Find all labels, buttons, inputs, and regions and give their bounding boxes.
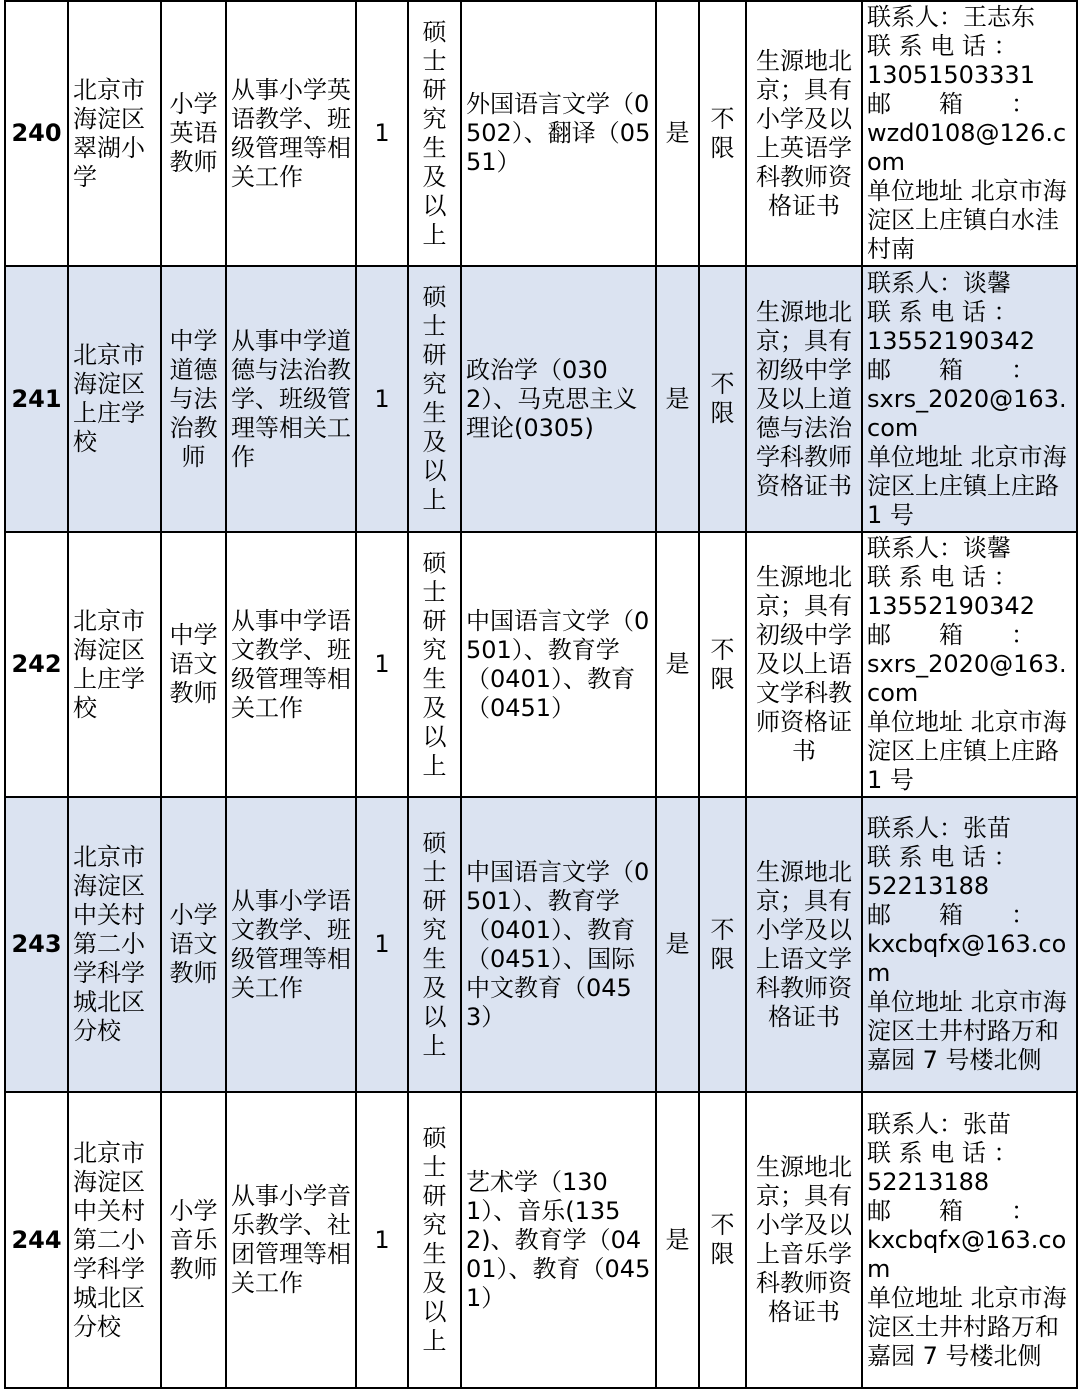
- age-cell: 不限: [699, 797, 746, 1092]
- age-cell: 不限: [699, 1092, 746, 1388]
- unit-cell: 北京市海淀区中关村第二小学科学城北区分校: [68, 797, 161, 1092]
- phone-number: 52213188: [867, 872, 990, 900]
- recruitment-table: [4, 0, 1078, 1389]
- post-cell: 中学语文教师: [161, 532, 226, 797]
- contact-person: 联系人：王志东: [867, 3, 1035, 31]
- phone-label: 联 系 电 话 ：: [867, 297, 1018, 326]
- contact-person: 联系人：张苗: [867, 1109, 1011, 1138]
- unit-cell: 北京市海淀区翠湖小学: [68, 1, 161, 266]
- count-cell: 1: [356, 532, 408, 797]
- conditions-cell: 生源地北京；具有小学及以上语文学科教师资格证书: [746, 797, 862, 1092]
- conditions-cell: 生源地北京；具有初级中学及以上道德与法治学科教师资格证书: [746, 266, 862, 532]
- count-cell: 1: [356, 1, 408, 266]
- email-label: 邮 箱 ：: [867, 901, 1035, 929]
- education-cell: 硕士研究生及以上: [408, 797, 461, 1092]
- duty-cell: 从事中学道德与法治教学、班级管理等相关工作: [226, 266, 356, 532]
- phone-number: 13051503331: [867, 61, 1035, 89]
- email-address: sxrs_2020@163.com: [867, 650, 1067, 707]
- major-cell: 艺术学（1301）、音乐(1352)、教育学（0401）、教育（0451）: [461, 1092, 656, 1388]
- degree-cell: 是: [656, 797, 699, 1092]
- major-cell: 政治学（0302）、马克思主义理论(0305): [461, 266, 656, 532]
- email-label: 邮 箱 ：: [867, 355, 1035, 384]
- education-cell: 硕士研究生及以上: [408, 1, 461, 266]
- phone-number: 52213188: [867, 1167, 990, 1196]
- email-address: kxcbqfx@163.com: [867, 1225, 1067, 1283]
- email-label: 邮 箱 ：: [867, 90, 1035, 118]
- table-row: [5, 1, 1077, 266]
- email-label: 邮 箱 ：: [867, 621, 1035, 649]
- count-cell: 1: [356, 797, 408, 1092]
- duty-cell: 从事小学语文教学、班级管理等相关工作: [226, 797, 356, 1092]
- row-number: 243: [5, 797, 68, 1092]
- unit-cell: 北京市海淀区上庄学校: [68, 532, 161, 797]
- phone-number: 13552190342: [867, 592, 1035, 620]
- count-cell: 1: [356, 1092, 408, 1388]
- degree-cell: 是: [656, 266, 699, 532]
- major-cell: 外国语言文学（0502）、翻译（0551）: [461, 1, 656, 266]
- unit-cell: 北京市海淀区上庄学校: [68, 266, 161, 532]
- email-label: 邮 箱 ：: [867, 1196, 1035, 1225]
- major-cell: 中国语言文学（0501）、教育学（0401）、教育（0451）、国际中文教育（0453）: [461, 797, 656, 1092]
- phone-label: 联 系 电 话 ：: [867, 32, 1018, 60]
- conditions-cell: 生源地北京；具有小学及以上音乐学科教师资格证书: [746, 1092, 862, 1388]
- table-row: [5, 532, 1077, 797]
- conditions-cell: 生源地北京；具有小学及以上英语学科教师资格证书: [746, 1, 862, 266]
- degree-cell: 是: [656, 532, 699, 797]
- count-cell: 1: [356, 266, 408, 532]
- contact-person: 联系人：谈馨: [867, 534, 1011, 562]
- degree-cell: 是: [656, 1092, 699, 1388]
- phone-label: 联 系 电 话 ：: [867, 843, 1018, 871]
- degree-cell: 是: [656, 1, 699, 266]
- education-cell: 硕士研究生及以上: [408, 1092, 461, 1388]
- email-address: wzd0108@126.com: [867, 119, 1067, 176]
- unit-address: 单位地址 北京市海淀区土井村路万和嘉园 7 号楼北侧: [867, 1283, 1067, 1370]
- row-number: 241: [5, 266, 68, 532]
- age-cell: 不限: [699, 532, 746, 797]
- row-number: 242: [5, 532, 68, 797]
- table-row: [5, 1092, 1077, 1388]
- row-number: 244: [5, 1092, 68, 1388]
- post-cell: 小学英语教师: [161, 1, 226, 266]
- email-address: kxcbqfx@163.com: [867, 930, 1067, 987]
- age-cell: 不限: [699, 1, 746, 266]
- education-cell: 硕士研究生及以上: [408, 532, 461, 797]
- education-cell: 硕士研究生及以上: [408, 266, 461, 532]
- conditions-cell: 生源地北京；具有初级中学及以上语文学科教师资格证书: [746, 532, 862, 797]
- duty-cell: 从事小学英语教学、班级管理等相关工作: [226, 1, 356, 266]
- phone-label: 联 系 电 话 ：: [867, 563, 1018, 591]
- major-cell: 中国语言文学（0501）、教育学（0401）、教育（0451）: [461, 532, 656, 797]
- post-cell: 小学音乐教师: [161, 1092, 226, 1388]
- post-cell: 中学道德与法治教师: [161, 266, 226, 532]
- contact-cell: [862, 532, 1077, 797]
- contact-person: 联系人：张苗: [867, 814, 1011, 842]
- unit-address: 单位地址 北京市海淀区土井村路万和嘉园 7 号楼北侧: [867, 988, 1067, 1074]
- contact-cell: [862, 266, 1077, 532]
- phone-number: 13552190342: [867, 326, 1035, 355]
- table-row: [5, 266, 1077, 532]
- contact-cell: [862, 797, 1077, 1092]
- contact-cell: [862, 1, 1077, 266]
- unit-address: 单位地址 北京市海淀区上庄镇上庄路 1 号: [867, 708, 1067, 794]
- duty-cell: 从事小学音乐教学、社团管理等相关工作: [226, 1092, 356, 1388]
- table-row: [5, 797, 1077, 1092]
- duty-cell: 从事中学语文教学、班级管理等相关工作: [226, 532, 356, 797]
- email-address: sxrs_2020@163.com: [867, 384, 1067, 442]
- post-cell: 小学语文教师: [161, 797, 226, 1092]
- contact-cell: [862, 1092, 1077, 1388]
- age-cell: 不限: [699, 266, 746, 532]
- unit-address: 单位地址 北京市海淀区上庄镇上庄路 1 号: [867, 442, 1067, 529]
- unit-cell: 北京市海淀区中关村第二小学科学城北区分校: [68, 1092, 161, 1388]
- row-number: 240: [5, 1, 68, 266]
- phone-label: 联 系 电 话 ：: [867, 1138, 1018, 1167]
- unit-address: 单位地址 北京市海淀区上庄镇白水洼村南: [867, 177, 1067, 263]
- contact-person: 联系人：谈馨: [867, 268, 1011, 297]
